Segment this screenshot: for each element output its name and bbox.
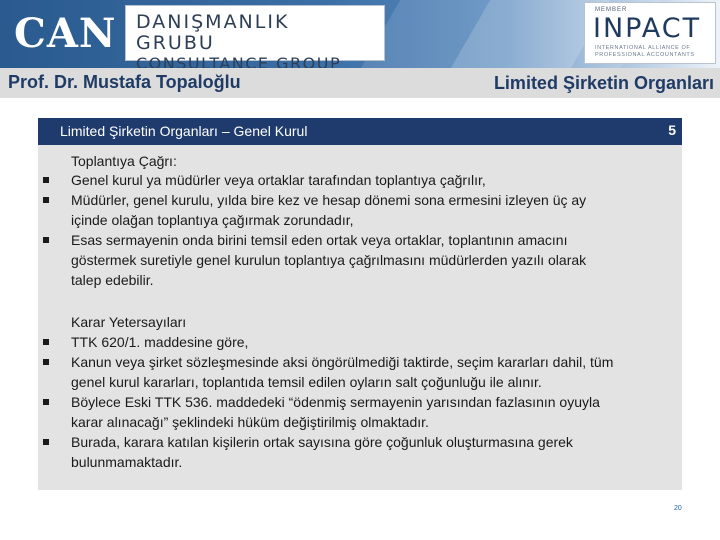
slide-topic: Limited Şirketin Organları xyxy=(493,73,714,93)
list-item: Esas sermayenin onda birini temsil eden ortak veya ortaklar, toplantının amacını xyxy=(71,232,568,248)
subheading-decision-quorum: Karar Yetersayıları xyxy=(71,314,187,330)
section-header xyxy=(38,118,682,145)
inpact-member-label: MEMBER xyxy=(595,7,628,13)
list-item-continued: talep edebilir. xyxy=(71,272,154,288)
inpact-subtitle-line2: PROFESSIONAL ACCOUNTANTS xyxy=(595,52,695,58)
section-number: 5 xyxy=(668,122,676,138)
bullet-icon xyxy=(43,237,49,243)
group-name-english: CONSULTANCE GROUP xyxy=(136,54,342,68)
list-item-continued: karar alınacağı” şeklindeki hüküm değiştirilmiş olmaktadır. xyxy=(71,414,429,430)
header-banner xyxy=(0,0,720,68)
list-item: Müdürler, genel kurulu, yılda bire kez ve hesap dönemi sona ermesini izleyen üç ay xyxy=(71,192,587,208)
bullet-icon xyxy=(43,197,49,203)
group-name-turkish: DANIŞMANLIK GRUBU xyxy=(136,11,290,54)
list-item: Kanun veya şirket sözleşmesinde aksi öngörülmediği taktirde, seçim kararları dahil, tüm xyxy=(71,354,614,370)
bullet-icon xyxy=(43,177,49,183)
bullet-icon xyxy=(43,339,49,345)
content-panel xyxy=(38,145,682,490)
list-item-continued: genel kurul kararları, toplantıda temsil edilen oyların salt çoğunluğu ile alınır. xyxy=(71,374,542,390)
subheading-meeting-call: Toplantıya Çağrı: xyxy=(71,153,177,169)
bullet-icon xyxy=(43,359,49,365)
list-item: TTK 620/1. maddesine göre, xyxy=(71,334,249,350)
title-bar xyxy=(0,68,720,98)
inpact-name: INPACT xyxy=(593,13,702,44)
list-item: Genel kurul ya müdürler veya ortaklar tarafından toplantıya çağrılır, xyxy=(71,172,486,188)
group-name-box xyxy=(125,5,385,68)
inpact-subtitle-line1: INTERNATIONAL ALLIANCE OF xyxy=(595,45,691,51)
list-item: Burada, karara katılan kişilerin ortak sayısına göre çoğunluk oluşturmasına gerek xyxy=(71,434,573,450)
list-item: Böylece Eski TTK 536. maddedeki “ödenmiş sermayenin yarısından fazlasının oyuyla xyxy=(71,394,600,410)
bullet-icon xyxy=(43,399,49,405)
section-title: Limited Şirketin Organları – Genel Kurul xyxy=(60,123,308,139)
can-logo: CAN xyxy=(14,10,117,57)
list-item-continued: bulunmamaktadır. xyxy=(71,454,183,470)
author-name: Prof. Dr. Mustafa Topaloğlu xyxy=(8,72,241,92)
bullet-icon xyxy=(43,439,49,445)
page-number: 20 xyxy=(674,505,682,512)
list-item-continued: göstermek suretiyle genel kurulun toplantıya çağrılmasını müdürlerden yazılı olarak xyxy=(71,252,587,268)
inpact-logo xyxy=(584,2,716,64)
list-item-continued: içinde olağan toplantıya çağırmak zorundadır, xyxy=(71,212,354,228)
